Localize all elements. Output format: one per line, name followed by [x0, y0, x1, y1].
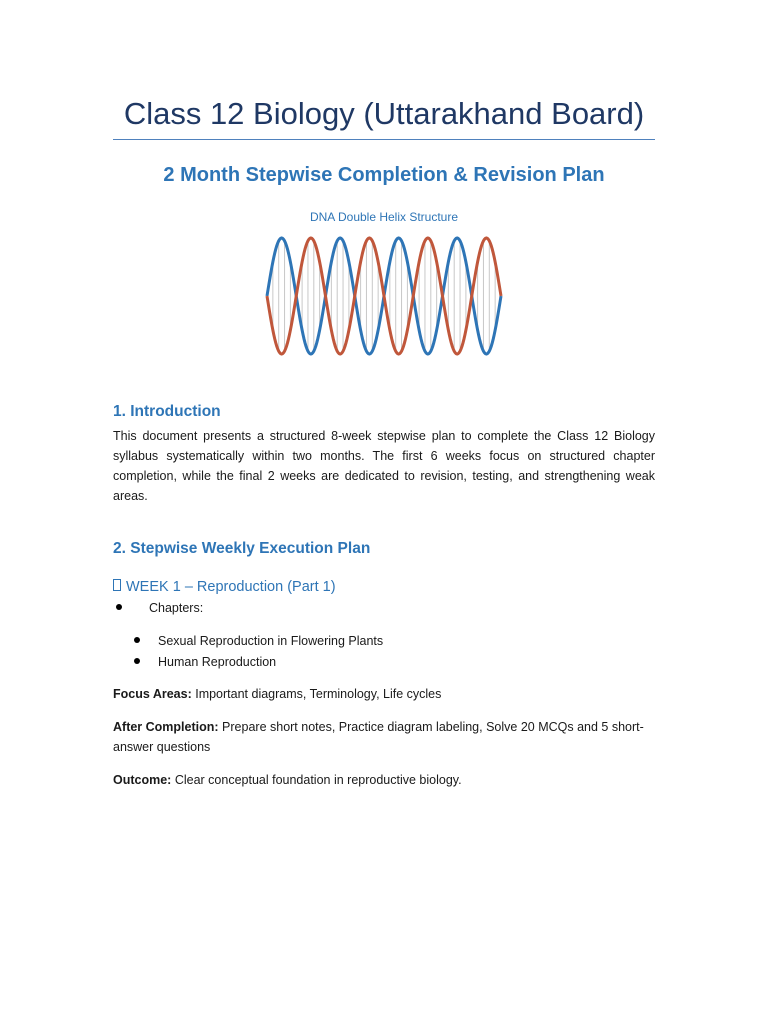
section-heading-weekly-plan: 2. Stepwise Weekly Execution Plan — [113, 540, 371, 557]
focus-areas-line — [113, 684, 655, 704]
dna-helix-illustration — [261, 206, 507, 366]
bullet-icon — [134, 637, 140, 643]
focus-areas-text: Important diagrams, Terminology, Life cycles — [195, 687, 442, 701]
section-heading-introduction: 1. Introduction — [113, 403, 221, 420]
list-item — [116, 598, 316, 618]
week-1-heading — [113, 577, 336, 597]
list-item — [134, 652, 534, 672]
chapter-item: Sexual Reproduction in Flowering Plants — [158, 634, 384, 648]
page-subtitle: 2 Month Stepwise Completion & Revision Plan — [163, 164, 605, 186]
chapter-item: Human Reproduction — [158, 655, 277, 669]
chapters-label: Chapters: — [149, 601, 204, 615]
title-underline — [113, 139, 655, 140]
figure-caption: DNA Double Helix Structure — [309, 210, 459, 224]
dna-helix-figure — [261, 206, 507, 366]
bullet-icon — [134, 658, 140, 664]
outcome-text: Clear conceptual foundation in reproductive biology. — [174, 773, 462, 787]
after-completion-text: Prepare short notes, Practice diagram labeling, Solve 20 MCQs and 5 short-answer questions — [113, 720, 644, 754]
introduction-paragraph: This document presents a structured 8-week stepwise plan to complete the Class 12 Biology syllabus systematically within two months. The first 6 weeks focus on structured chapter completion, while the final 2 weeks are dedicated to revision, testing, and strengthening weak areas. — [113, 429, 655, 503]
bullet-icon — [116, 604, 122, 610]
page-title: Class 12 Biology (Uttarakhand Board) — [123, 96, 645, 131]
outcome-label: Outcome: — [113, 773, 172, 787]
after-completion-label: After Completion: — [113, 720, 219, 734]
week-1-heading-text: WEEK 1 – Reproduction (Part 1) — [126, 579, 336, 595]
focus-areas-label: Focus Areas: — [113, 687, 192, 701]
box-icon — [113, 579, 121, 591]
list-item — [134, 631, 534, 651]
outcome-line — [113, 770, 655, 790]
after-completion-line — [113, 717, 655, 757]
